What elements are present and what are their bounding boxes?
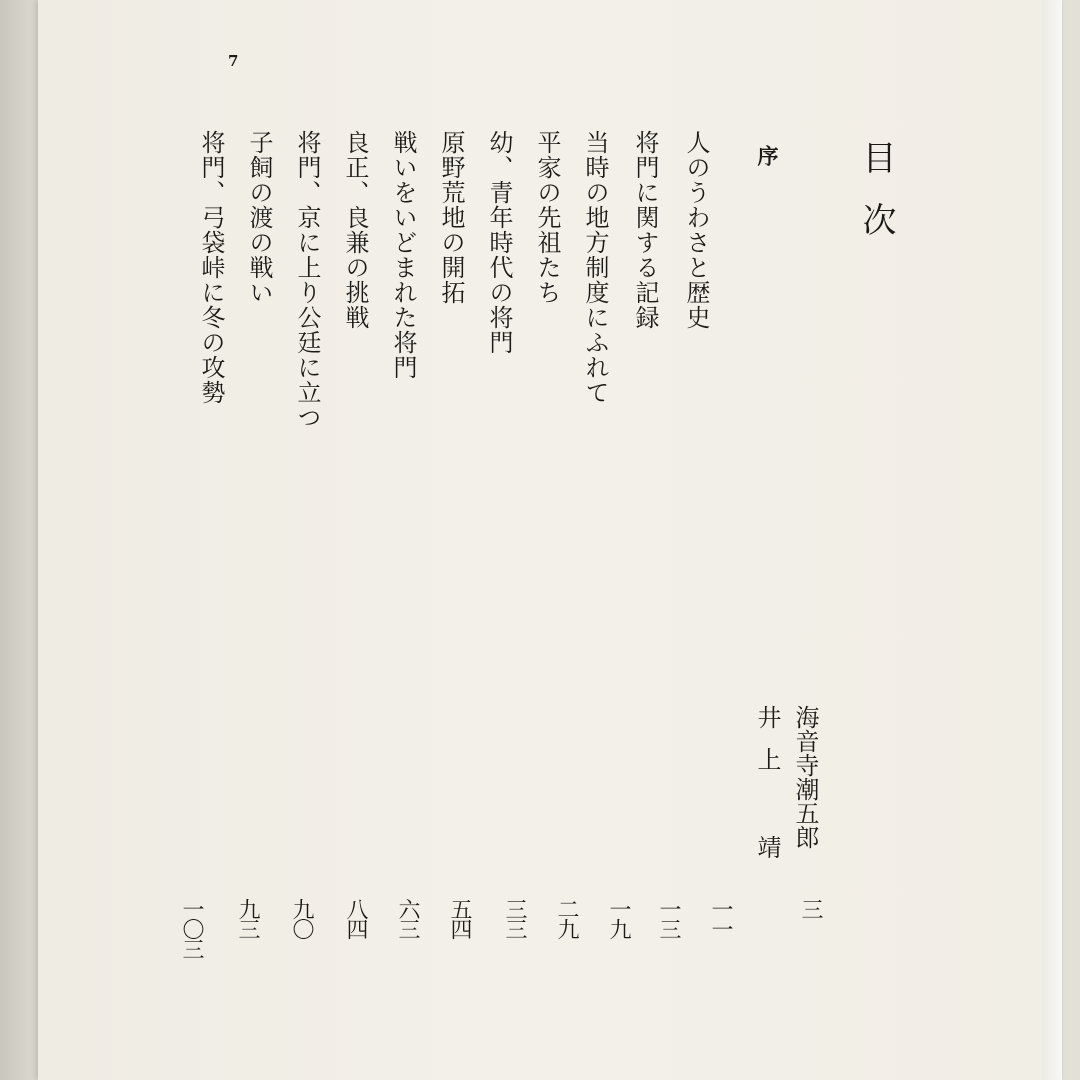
chapter-title: 原野荒地の開拓 — [437, 130, 465, 305]
chapter-page-number: 一三 — [656, 898, 681, 938]
chapter-title: 将門、京に上り公廷に立つ — [293, 130, 321, 430]
preface-author-2: 井上 靖 — [753, 705, 781, 877]
chapter-page-number: 八四 — [343, 898, 368, 938]
preface-page-number: 三 — [798, 898, 823, 918]
book-spine-shadow — [0, 0, 38, 1080]
chapter-page-number: 一〇三 — [179, 898, 204, 958]
chapter-page-number: 一九 — [606, 898, 631, 938]
page-number: 7 — [228, 52, 239, 70]
page-edge — [1042, 0, 1062, 1080]
toc-heading: 目次 — [856, 140, 896, 264]
chapter-title: 人のうわさと歴史 — [682, 130, 710, 330]
preface-author-1: 海音寺潮五郎 — [791, 705, 819, 849]
chapter-page-number: 九〇 — [289, 898, 314, 938]
chapter-title: 良正、良兼の挑戦 — [341, 130, 369, 330]
chapter-title: 子飼の渡の戦い — [245, 130, 273, 305]
chapter-page-number: 一一 — [708, 898, 733, 938]
chapter-page-number: 三三 — [502, 898, 527, 938]
preface-title: 序 — [755, 145, 780, 166]
chapter-page-number: 二九 — [554, 898, 579, 938]
chapter-page-number: 九三 — [235, 898, 260, 938]
chapter-page-number: 六三 — [395, 898, 420, 938]
chapter-title: 将門に関する記録 — [631, 130, 659, 330]
chapter-title: 戦いをいどまれた将門 — [389, 130, 417, 380]
chapter-page-number: 五四 — [447, 898, 472, 938]
chapter-title: 当時の地方制度にふれて — [581, 130, 609, 405]
chapter-title: 将門、弓袋峠に冬の攻勢 — [197, 130, 225, 405]
chapter-title: 幼、青年時代の将門 — [485, 130, 513, 355]
chapter-title: 平家の先祖たち — [533, 130, 561, 305]
